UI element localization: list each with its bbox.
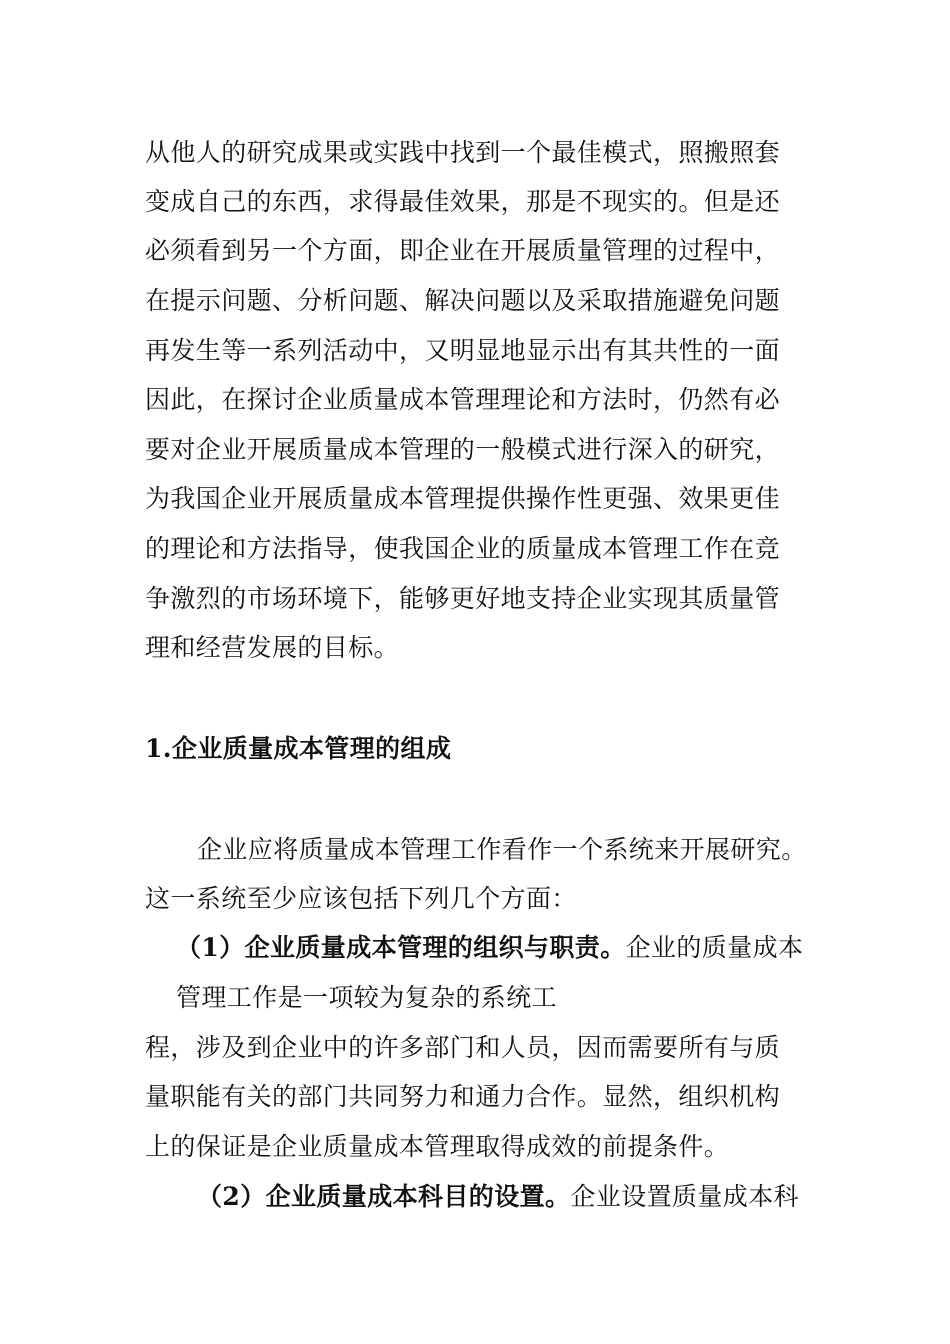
body-text-line: 要对企业开展质量成本管理的一般模式进行深入的研究， [145,435,781,464]
body-text-line: 必须看到另一个方面，即企业在开展质量管理的过程中， [145,236,781,265]
section-heading: 1.企业质量成本管理的组成 [145,734,452,763]
body-text-line: 从他人的研究成果或实践中找到一个最佳模式，照搬照套 [145,138,781,167]
body-text-line: 理和经营发展的目标。 [145,633,400,662]
body-text-line: 在提示问题、分析问题、解决问题以及采取措施避免问题 [145,286,781,315]
body-text-line: 管理工作是一项较为复杂的系统工 [176,983,558,1012]
body-text-line: 争激烈的市场环境下，能够更好地支持企业实现其质量管 [145,584,781,613]
body-text-line: 这一系统至少应该包括下列几个方面： [145,884,577,913]
list-item-1-first-line [176,933,803,963]
list-item-1-title: （1）企业质量成本管理的组织与职责。 [176,933,626,962]
body-text-line: 量职能有关的部门共同努力和通力合作。显然，组织机构 [145,1082,781,1111]
body-text-line: 因此，在探讨企业质量成本管理理论和方法时，仍然有必 [145,385,781,414]
list-item-2-first-line [197,1182,799,1212]
list-item-1-text: 企业的质量成本 [625,933,804,962]
body-text-line: 程，涉及到企业中的许多部门和人员，因而需要所有与质 [145,1033,781,1062]
body-text-line: 上的保证是企业质量成本管理取得成效的前提条件。 [145,1132,730,1161]
body-text-line: 的理论和方法指导，使我国企业的质量成本管理工作在竞 [145,534,781,563]
list-item-2-title: （2）企业质量成本科目的设置。 [197,1182,571,1211]
body-text-line: 变成自己的东西，求得最佳效果，那是不现实的。但是还 [145,187,781,216]
paragraph-first-line: 企业应将质量成本管理工作看作一个系统来开展研究。 [197,835,807,864]
body-text-line: 为我国企业开展质量成本管理提供操作性更强、效果更佳 [145,484,781,513]
body-text-line: 再发生等一系列活动中，又明显地显示出有其共性的一面 [145,336,781,365]
list-item-2-text: 企业设置质量成本科 [570,1182,800,1211]
